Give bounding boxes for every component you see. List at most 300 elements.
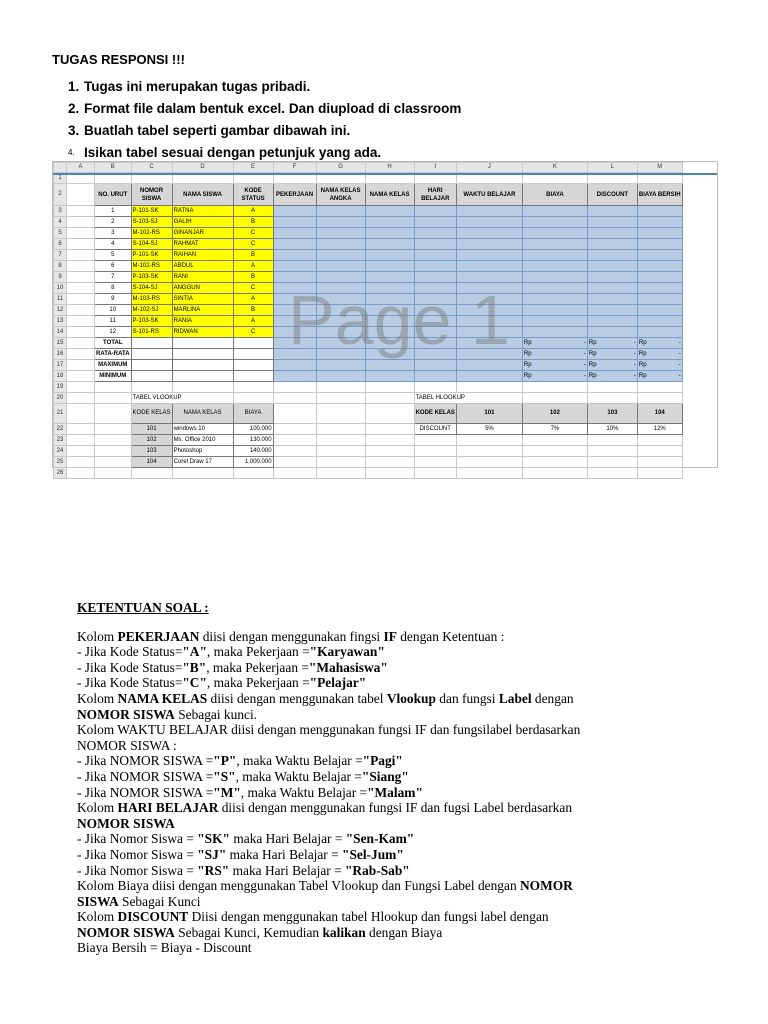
- vlookup-code: 104: [131, 457, 172, 468]
- ketentuan-line: - Jika NOMOR SISWA ="P", maka Waktu Belajar ="Pagi": [77, 753, 403, 769]
- sheet-cell: [316, 206, 365, 217]
- sheet-row: [54, 261, 683, 272]
- sheet-cell: [587, 382, 637, 393]
- sheet-cell: [414, 435, 456, 446]
- sheet-cell: [414, 206, 456, 217]
- sheet-cell: [522, 446, 587, 457]
- sheet-cell: [172, 360, 233, 371]
- sheet-cell: RAIHAN: [172, 250, 233, 261]
- sheet-cell: [456, 446, 522, 457]
- summary-label: MAXIMUM: [95, 360, 132, 371]
- currency-cell: [637, 338, 682, 349]
- vlookup-name: Ms. Office 2010: [172, 435, 233, 446]
- table-header: WAKTU BELAJAR: [456, 184, 522, 206]
- sheet-cell: [233, 393, 273, 404]
- sheet-cell: [456, 435, 522, 446]
- currency-label: Rp: [588, 361, 597, 368]
- currency-label: Rp: [588, 372, 597, 379]
- sheet-cell: [131, 338, 172, 349]
- sheet-cell: [414, 250, 456, 261]
- sheet-cell: [67, 316, 95, 327]
- sheet-row: [54, 404, 683, 424]
- table-header: KODE STATUS: [233, 184, 273, 206]
- sheet-cell: [456, 457, 522, 468]
- instruction-number: 4.: [68, 148, 75, 158]
- sheet-row: [54, 393, 683, 404]
- table-header: PEKERJAAN: [273, 184, 316, 206]
- column-letter: L: [587, 163, 637, 173]
- sheet-cell: [365, 239, 414, 250]
- sheet-cell: 4: [95, 239, 132, 250]
- sheet-cell: [414, 371, 456, 382]
- sheet-cell: 9: [95, 294, 132, 305]
- sheet-row: [54, 435, 683, 446]
- row-number: 19: [54, 382, 67, 393]
- sheet-cell: C: [233, 327, 273, 338]
- sheet-cell: [522, 272, 587, 283]
- sheet-cell: [316, 327, 365, 338]
- hlookup-code: 101: [456, 404, 522, 424]
- sheet-cell: [67, 327, 95, 338]
- sheet-cell: 11: [95, 316, 132, 327]
- sheet-cell: [637, 316, 682, 327]
- table-header: NO. URUT: [95, 184, 132, 206]
- sheet-cell: [587, 250, 637, 261]
- sheet-cell: [172, 338, 233, 349]
- sheet-cell: [273, 435, 316, 446]
- sheet-cell: M-102-RS: [131, 228, 172, 239]
- row-number: 20: [54, 393, 67, 404]
- hlookup-code: 102: [522, 404, 587, 424]
- sheet-cell: [456, 349, 522, 360]
- sheet-cell: [637, 206, 682, 217]
- sheet-cell: [456, 338, 522, 349]
- column-letter: B: [95, 163, 132, 173]
- sheet-cell: [273, 239, 316, 250]
- instruction-text: Isikan tabel sesuai dengan petunjuk yang ada.: [84, 145, 382, 160]
- vlookup-name: Photoshop: [172, 446, 233, 457]
- sheet-cell: [95, 393, 132, 404]
- sheet-cell: SINTIA: [172, 294, 233, 305]
- ketentuan-line: - Jika NOMOR SISWA ="M", maka Waktu Belajar ="Malam": [77, 784, 423, 800]
- currency-label: Rp: [638, 350, 647, 357]
- sheet-row: [54, 184, 683, 206]
- currency-label: Rp: [588, 350, 597, 357]
- sheet-cell: B: [233, 305, 273, 316]
- summary-label: MINIMUM: [95, 371, 132, 382]
- sheet-cell: [414, 261, 456, 272]
- currency-label: Rp: [523, 372, 532, 379]
- sheet-cell: 2: [95, 217, 132, 228]
- sheet-cell: [587, 217, 637, 228]
- sheet-cell: [67, 393, 95, 404]
- sheet-cell: [67, 424, 95, 435]
- column-letter: K: [522, 163, 587, 173]
- sheet-cell: [587, 305, 637, 316]
- sheet-row: [54, 283, 683, 294]
- sheet-cell: [414, 217, 456, 228]
- sheet-cell: [67, 371, 95, 382]
- sheet-cell: [414, 305, 456, 316]
- sheet-cell: [587, 283, 637, 294]
- sheet-cell: [637, 305, 682, 316]
- sheet-cell: [414, 272, 456, 283]
- sheet-cell: [414, 468, 456, 479]
- ketentuan-line: NOMOR SISWA :: [77, 737, 177, 753]
- sheet-cell: RATNA: [172, 206, 233, 217]
- sheet-cell: [273, 261, 316, 272]
- sheet-cell: [522, 327, 587, 338]
- hlookup-label: DISCOUNT: [414, 424, 456, 435]
- sheet-cell: RIDWAN: [172, 327, 233, 338]
- sheet-cell: 10: [95, 305, 132, 316]
- currency-cell: [637, 349, 682, 360]
- sheet-cell: [456, 316, 522, 327]
- sheet-cell: [273, 468, 316, 479]
- sheet-cell: [637, 261, 682, 272]
- sheet-cell: [316, 261, 365, 272]
- sheet-cell: S-103-SJ: [131, 217, 172, 228]
- sheet-cell: [365, 457, 414, 468]
- sheet-cell: [273, 349, 316, 360]
- sheet-cell: [522, 206, 587, 217]
- currency-value: -: [633, 372, 636, 379]
- corner-cell: [54, 163, 67, 173]
- sheet-cell: [522, 217, 587, 228]
- ketentuan-line: - Jika Nomor Siswa = "SK" maka Hari Belajar = "Sen-Kam": [77, 831, 415, 847]
- sheet-cell: RANI: [172, 272, 233, 283]
- sheet-cell: B: [233, 250, 273, 261]
- sheet-cell: [365, 404, 414, 424]
- sheet-cell: [316, 272, 365, 283]
- sheet-cell: [316, 382, 365, 393]
- sheet-cell: P-103-SK: [131, 316, 172, 327]
- sheet-cell: [522, 239, 587, 250]
- currency-label: Rp: [638, 372, 647, 379]
- sheet-cell: [587, 393, 637, 404]
- column-letter: C: [131, 163, 172, 173]
- sheet-cell: [414, 283, 456, 294]
- sheet-row: [54, 371, 683, 382]
- column-letter: F: [273, 163, 316, 173]
- sheet-cell: [414, 457, 456, 468]
- hlookup-title: TABEL HLOOKUP: [414, 393, 522, 404]
- sheet-cell: [414, 239, 456, 250]
- sheet-cell: 5: [95, 250, 132, 261]
- sheet-cell: [67, 283, 95, 294]
- sheet-cell: [522, 250, 587, 261]
- currency-cell: [522, 338, 587, 349]
- sheet-cell: [637, 393, 682, 404]
- sheet-row: [54, 468, 683, 479]
- sheet-row: [54, 446, 683, 457]
- sheet-cell: [365, 316, 414, 327]
- instruction-item: [68, 98, 461, 120]
- sheet-cell: RAHMAT: [172, 239, 233, 250]
- sheet-row: [54, 338, 683, 349]
- row-number: 18: [54, 371, 67, 382]
- sheet-cell: [456, 294, 522, 305]
- sheet-cell: [95, 404, 132, 424]
- sheet-cell: A: [233, 316, 273, 327]
- sheet-cell: [273, 217, 316, 228]
- sheet-cell: S-101-RS: [131, 327, 172, 338]
- row-number: 15: [54, 338, 67, 349]
- column-letter: E: [233, 163, 273, 173]
- sheet-cell: [316, 217, 365, 228]
- row-number: 6: [54, 239, 67, 250]
- sheet-cell: [316, 305, 365, 316]
- currency-label: Rp: [523, 339, 532, 346]
- sheet-cell: [365, 228, 414, 239]
- sheet-cell: [587, 435, 637, 446]
- sheet-cell: [273, 228, 316, 239]
- sheet-cell: [131, 468, 172, 479]
- currency-cell: [587, 349, 637, 360]
- table-header: DISCOUNT: [587, 184, 637, 206]
- sheet-cell: [233, 371, 273, 382]
- vlookup-cost: 100.000: [233, 424, 273, 435]
- sheet-cell: [365, 424, 414, 435]
- sheet-cell: [131, 382, 172, 393]
- ketentuan-title: KETENTUAN SOAL :: [77, 600, 209, 615]
- sheet-cell: [365, 371, 414, 382]
- hlookup-code: 104: [637, 404, 682, 424]
- table-header: NAMA KELAS: [365, 184, 414, 206]
- currency-cell: [637, 360, 682, 371]
- sheet-cell: [456, 468, 522, 479]
- sheet-cell: [316, 239, 365, 250]
- ketentuan-line: - Jika Kode Status="C", maka Pekerjaan ="Pelajar": [77, 675, 367, 691]
- table-header: NOMOR SISWA: [131, 184, 172, 206]
- sheet-cell: [365, 349, 414, 360]
- vlookup-cost: 130.000: [233, 435, 273, 446]
- sheet-row: [54, 360, 683, 371]
- row-number: 1: [54, 173, 67, 184]
- currency-cell: [587, 371, 637, 382]
- sheet-cell: [233, 349, 273, 360]
- sheet-cell: [456, 360, 522, 371]
- sheet-cell: [67, 261, 95, 272]
- sheet-cell: P-101-SK: [131, 250, 172, 261]
- vlookup-code: 103: [131, 446, 172, 457]
- sheet-cell: [587, 468, 637, 479]
- instruction-text: Buatlah tabel seperti gambar dibawah ini.: [84, 123, 351, 138]
- hlookup-discount: 7%: [522, 424, 587, 435]
- sheet-row: [54, 206, 683, 217]
- sheet-cell: [365, 294, 414, 305]
- sheet-cell: [587, 272, 637, 283]
- sheet-cell: [273, 457, 316, 468]
- sheet-cell: M-102-RS: [131, 261, 172, 272]
- row-number: 4: [54, 217, 67, 228]
- sheet-cell: [273, 338, 316, 349]
- sheet-row: [54, 250, 683, 261]
- sheet-cell: [637, 294, 682, 305]
- currency-cell: [637, 371, 682, 382]
- vlookup-name: windows 10: [172, 424, 233, 435]
- row-number: 9: [54, 272, 67, 283]
- sheet-cell: [316, 228, 365, 239]
- sheet-cell: [273, 424, 316, 435]
- sheet-cell: [67, 217, 95, 228]
- ketentuan-line: Kolom HARI BELAJAR diisi dengan menggunakan fungsi IF dan fugsi Label berdasarkan: [77, 800, 573, 816]
- table-header: NAMA SISWA: [172, 184, 233, 206]
- sheet-cell: MARLINA: [172, 305, 233, 316]
- row-number: 5: [54, 228, 67, 239]
- currency-value: -: [678, 361, 681, 368]
- sheet-cell: GALIH: [172, 217, 233, 228]
- sheet-cell: [316, 360, 365, 371]
- ketentuan-line: SISWA Sebagai Kunci: [77, 893, 201, 909]
- vlookup-name: Corel Draw 17: [172, 457, 233, 468]
- row-number: 11: [54, 294, 67, 305]
- sheet-cell: RANIA: [172, 316, 233, 327]
- sheet-cell: [414, 327, 456, 338]
- sheet-cell: [365, 261, 414, 272]
- sheet-cell: [67, 250, 95, 261]
- sheet-cell: [95, 424, 132, 435]
- sheet-cell: [522, 283, 587, 294]
- sheet-cell: [414, 382, 456, 393]
- page-heading: TUGAS RESPONSI !!!: [52, 52, 185, 67]
- sheet-cell: [273, 360, 316, 371]
- table-header: NAMA KELAS ANGKA: [316, 184, 365, 206]
- ketentuan-line: NOMOR SISWA Sebagai kunci.: [77, 706, 258, 722]
- row-number: 21: [54, 404, 67, 424]
- instruction-number: 3.: [68, 123, 80, 138]
- sheet-cell: [456, 382, 522, 393]
- sheet-cell: [365, 435, 414, 446]
- column-letter: I: [414, 163, 456, 173]
- ketentuan-line: Kolom WAKTU BELAJAR diisi dengan menggunakan fungsi IF dan fungsilabel berdasarkan: [77, 722, 581, 738]
- sheet-cell: [273, 404, 316, 424]
- currency-value: -: [678, 372, 681, 379]
- currency-value: -: [633, 361, 636, 368]
- sheet-cell: [365, 446, 414, 457]
- column-letter: J: [456, 163, 522, 173]
- row-number: 10: [54, 283, 67, 294]
- sheet-cell: [233, 360, 273, 371]
- row-number: 14: [54, 327, 67, 338]
- column-header-row: [54, 163, 683, 173]
- row-number: 7: [54, 250, 67, 261]
- sheet-cell: [95, 468, 132, 479]
- currency-cell: [587, 360, 637, 371]
- summary-label: RATA-RATA: [95, 349, 132, 360]
- instruction-text: Tugas ini merupakan tugas pribadi.: [84, 79, 311, 94]
- sheet-cell: [587, 261, 637, 272]
- sheet-cell: [95, 446, 132, 457]
- sheet-cell: [637, 272, 682, 283]
- sheet-row: [54, 305, 683, 316]
- sheet-cell: [365, 393, 414, 404]
- ketentuan-line: - Jika Nomor Siswa = "RS" maka Hari Belajar = "Rab-Sab": [77, 862, 410, 878]
- sheet-cell: [67, 404, 95, 424]
- column-letter: A: [67, 163, 95, 173]
- summary-label: TOTAL: [95, 338, 132, 349]
- sheet-cell: [414, 228, 456, 239]
- ketentuan-line: - Jika NOMOR SISWA ="S", maka Waktu Belajar ="Siang": [77, 768, 409, 784]
- sheet-cell: [273, 294, 316, 305]
- currency-cell: [522, 349, 587, 360]
- currency-label: Rp: [588, 339, 597, 346]
- hlookup-discount: 12%: [637, 424, 682, 435]
- sheet-cell: [365, 327, 414, 338]
- sheet-divider: [53, 173, 717, 175]
- instruction-item: [68, 120, 461, 142]
- sheet-cell: [414, 294, 456, 305]
- currency-label: Rp: [523, 361, 532, 368]
- sheet-cell: ANGGUN: [172, 283, 233, 294]
- sheet-cell: [316, 393, 365, 404]
- sheet-cell: [365, 468, 414, 479]
- sheet-cell: GINANJAR: [172, 228, 233, 239]
- sheet-cell: [456, 206, 522, 217]
- sheet-cell: [456, 327, 522, 338]
- sheet-cell: [522, 435, 587, 446]
- sheet-cell: S-104-SJ: [131, 283, 172, 294]
- instruction-list: [68, 76, 461, 164]
- sheet-cell: [172, 349, 233, 360]
- currency-value: -: [633, 350, 636, 357]
- sheet-cell: [637, 250, 682, 261]
- sheet-cell: [67, 206, 95, 217]
- sheet-cell: [522, 305, 587, 316]
- sheet-cell: [67, 184, 95, 206]
- row-number: 13: [54, 316, 67, 327]
- sheet-cell: [587, 239, 637, 250]
- sheet-cell: [273, 283, 316, 294]
- sheet-cell: [365, 338, 414, 349]
- row-number: 3: [54, 206, 67, 217]
- sheet-row: [54, 316, 683, 327]
- sheet-cell: A: [233, 206, 273, 217]
- sheet-cell: A: [233, 261, 273, 272]
- sheet-cell: [587, 316, 637, 327]
- sheet-cell: [131, 371, 172, 382]
- sheet-cell: [365, 272, 414, 283]
- sheet-cell: [522, 468, 587, 479]
- sheet-cell: [172, 371, 233, 382]
- currency-cell: [522, 360, 587, 371]
- sheet-cell: [316, 294, 365, 305]
- sheet-cell: M-103-RS: [131, 294, 172, 305]
- sheet-cell: [414, 338, 456, 349]
- sheet-cell: [316, 468, 365, 479]
- currency-label: Rp: [638, 361, 647, 368]
- sheet-cell: [273, 393, 316, 404]
- sheet-cell: P-103-SK: [131, 272, 172, 283]
- sheet-cell: [67, 305, 95, 316]
- sheet-cell: [67, 239, 95, 250]
- sheet-cell: [522, 228, 587, 239]
- currency-value: -: [633, 339, 636, 346]
- sheet-cell: [637, 382, 682, 393]
- sheet-cell: [522, 316, 587, 327]
- sheet-cell: [637, 217, 682, 228]
- sheet-cell: [316, 349, 365, 360]
- row-number: 22: [54, 424, 67, 435]
- sheet-cell: [522, 382, 587, 393]
- row-number: 26: [54, 468, 67, 479]
- sheet-cell: [233, 382, 273, 393]
- sheet-cell: [316, 283, 365, 294]
- sheet-cell: M-102-SJ: [131, 305, 172, 316]
- sheet-cell: [365, 217, 414, 228]
- sheet-cell: C: [233, 239, 273, 250]
- sheet-cell: [587, 457, 637, 468]
